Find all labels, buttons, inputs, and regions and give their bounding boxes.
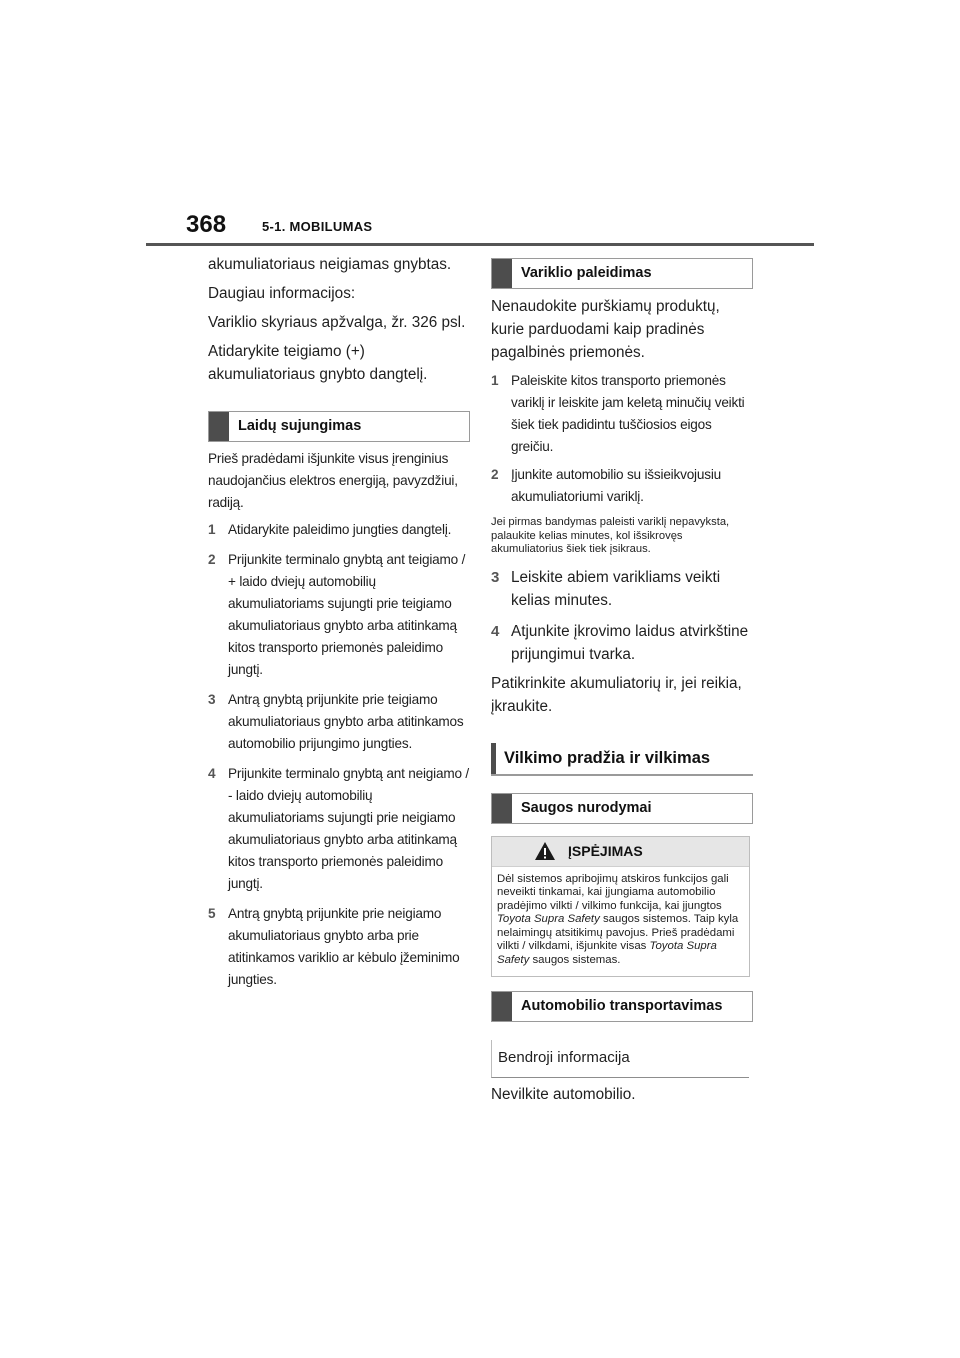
- heading-bar: [492, 992, 512, 1021]
- heading-engine-start: [491, 258, 753, 289]
- warning-text-part: saugos sistemos. Taip kyla nelaimingų atsitikimų pavojus. Prieš pradėdami vilkti / vilkdami, išjunkite visas: [497, 913, 739, 953]
- intro-text-2: Daugiau informacijos:: [208, 285, 356, 302]
- intro-text-3: Variklio skyriaus apžvalga, žr. 326 psl.: [208, 314, 466, 331]
- heading-label: Automobilio transportavimas: [521, 997, 723, 1014]
- step-text: Įjunkite automobilio su išsieikvojusiu akumuliatoriumi variklį.: [511, 467, 722, 504]
- step-number: 3: [491, 568, 500, 586]
- note-text: Jei pirmas bandymas paleisti variklį nepavyksta, palaukite kelias minutes, kol išsikrovęs akumuliatorius šiek tiek įsikraus.: [491, 516, 730, 555]
- left-column: [208, 253, 470, 991]
- heading-label: Variklio paleidimas: [521, 265, 652, 281]
- list-item-step-1: [208, 519, 470, 541]
- heading-towing: [491, 743, 753, 776]
- list-item-step-4: [491, 620, 753, 666]
- step-text: Atidarykite paleidimo jungties dangtelį.: [228, 522, 452, 537]
- page-number: 368: [186, 211, 227, 238]
- paragraph-spray: Nenaudokite purškiamų produktų, kurie parduodami kaip pradinės pagalbinės priemonės.: [491, 298, 720, 361]
- step-number: 1: [491, 373, 499, 388]
- list-item-step-5: [208, 903, 470, 991]
- warning-box: [491, 836, 750, 977]
- step-number: 5: [208, 906, 216, 921]
- list-item-step-2: [491, 464, 753, 508]
- warning-text: [492, 867, 749, 976]
- list-item-step-3: [491, 566, 753, 612]
- list-item-step-3: [208, 689, 470, 755]
- heading-bar: [209, 412, 229, 441]
- heading-safety: [491, 793, 753, 824]
- intro-text-4: Atidarykite teigiamo (+) akumuliatoriaus gnybto dangtelį.: [208, 343, 428, 383]
- info-box-general: Bendroji informacija: [491, 1040, 749, 1078]
- heading-cable-connection: [208, 411, 470, 442]
- heading-bar: [492, 794, 512, 823]
- step-number: 3: [208, 692, 216, 707]
- warning-text-part: Dėl sistemos apribojimų atskiros funkcijos gali neveikti tinkamai, kai įjungiama automobilio pradėjimo vilkti / vilkimo funkcija, kai įjungtos: [497, 872, 729, 912]
- section-title: 5-1. MOBILUMAS: [262, 219, 373, 234]
- intro-text-1: akumuliatoriaus neigiamas gnybtas.: [208, 256, 452, 273]
- list-item-step-1: [491, 370, 753, 458]
- list-item-step-2: [208, 549, 470, 681]
- step-text: Antrą gnybtą prijunkite prie teigiamo akumuliatoriaus gnybto arba atitinkamos automobilio prijungimo jungties.: [228, 692, 464, 751]
- warning-italic-part: Toyota Supra Safety: [497, 913, 600, 926]
- warning-triangle-icon: [534, 841, 556, 861]
- step-text: Prijunkite terminalo gnybtą ant teigiamo / + laido dviejų automobilių akumuliatoriams sujungti prie teigiamo akumuliatoriaus gnybto arba atitinkamą kitos transporto priemonės paleidimo jungtį.: [228, 552, 466, 677]
- header-divider: [146, 243, 814, 246]
- heading-label: Saugos nurodymai: [521, 799, 652, 816]
- step-number: 2: [208, 552, 216, 567]
- step-number: 4: [491, 622, 500, 640]
- step-text: Prijunkite terminalo gnybtą ant neigiamo / - laido dviejų automobilių akumuliatoriams sujungti prie neigiamo akumuliatoriaus gnybto arba atitinkamą kitos transporto priemonės paleidimo jungtį.: [228, 766, 469, 891]
- right-column: [491, 258, 753, 1106]
- heading-transport: [491, 991, 753, 1022]
- step-number: 4: [208, 766, 216, 781]
- heading-bar: [491, 743, 496, 774]
- warning-italic-part: Toyota Supra Safety: [497, 940, 717, 967]
- heading-label: Laidų sujungimas: [238, 418, 362, 434]
- step-text: Leiskite abiem varikliams veikti kelias minutes.: [511, 568, 721, 609]
- warning-text-part: saugos sistemas.: [529, 954, 621, 967]
- step-number: 1: [208, 522, 216, 537]
- heading-bar: [492, 259, 512, 288]
- lead-text: Prieš pradėdami išjunkite visus įrenginius naudojančius elektros energiją, pavyzdžiui, radiją.: [208, 451, 458, 510]
- warning-label: ĮSPĖJIMAS: [568, 842, 643, 859]
- list-item-step-4: [208, 763, 470, 895]
- step-text: Paleiskite kitos transporto priemonės variklį ir leiskite jam keletą minučių veikti šiek tiek padidintu tuščiosios eigos greičiu.: [511, 373, 745, 454]
- step-text: Atjunkite įkrovimo laidus atvirkštine prijungimui tvarka.: [511, 622, 749, 663]
- paragraph-no-tow: Nevilkite automobilio.: [491, 1085, 636, 1103]
- step-number: 2: [491, 467, 499, 482]
- warning-header: [492, 837, 749, 867]
- paragraph-check-battery: Patikrinkite akumuliatorių ir, jei reikia, įkraukite.: [491, 674, 742, 715]
- step-text: Antrą gnybtą prijunkite prie neigiamo akumuliatoriaus gnybto arba prie atitinkamos variklio ar kėbulo įžeminimo jungties.: [228, 906, 460, 987]
- heading-label: Vilkimo pradžia ir vilkimas: [504, 748, 711, 767]
